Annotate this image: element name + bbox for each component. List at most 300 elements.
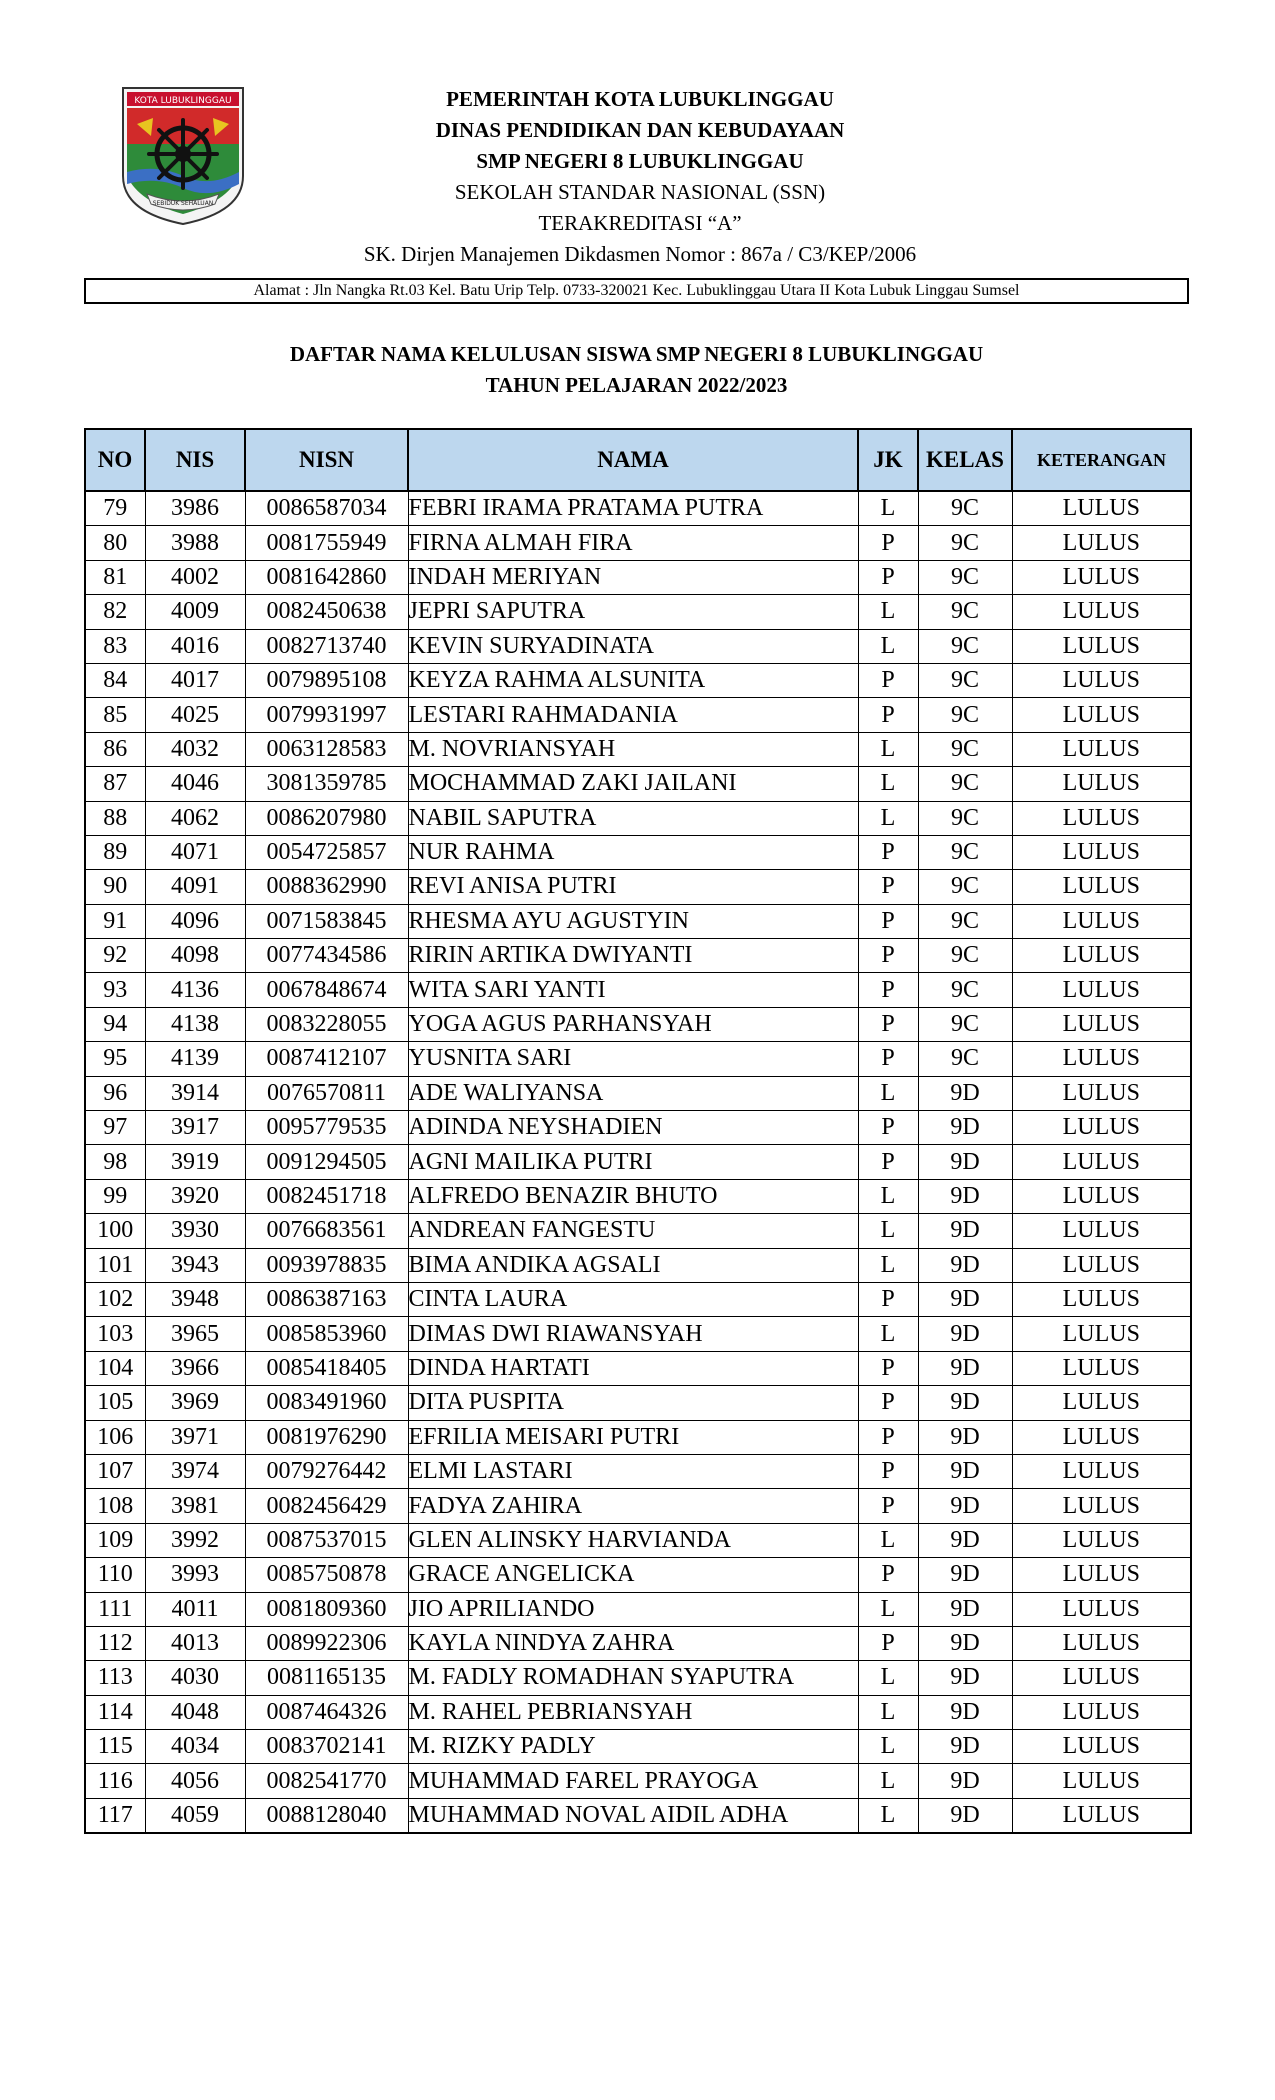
cell-no: 103 — [85, 1317, 145, 1351]
cell-kelas: 9C — [918, 1042, 1012, 1076]
table-row — [85, 1248, 1191, 1282]
cell-keterangan: LULUS — [1012, 560, 1191, 594]
cell-no: 80 — [85, 526, 145, 560]
header-kelas: KELAS — [918, 429, 1012, 491]
cell-nama: JEPRI SAPUTRA — [408, 595, 858, 629]
cell-kelas: 9D — [918, 1454, 1012, 1488]
cell-nis: 4025 — [145, 698, 245, 732]
cell-nisn: 0086587034 — [245, 491, 408, 526]
cell-kelas: 9D — [918, 1386, 1012, 1420]
cell-kelas: 9D — [918, 1661, 1012, 1695]
cell-nama: AGNI MAILIKA PUTRI — [408, 1145, 858, 1179]
cell-kelas: 9D — [918, 1695, 1012, 1729]
cell-keterangan: LULUS — [1012, 1111, 1191, 1145]
document-title — [84, 339, 1189, 401]
cell-kelas: 9D — [918, 1489, 1012, 1523]
cell-keterangan: LULUS — [1012, 1523, 1191, 1557]
table-row — [85, 835, 1191, 869]
cell-no: 101 — [85, 1248, 145, 1282]
cell-nis: 3919 — [145, 1145, 245, 1179]
cell-keterangan: LULUS — [1012, 1420, 1191, 1454]
table-row — [85, 801, 1191, 835]
school-name: SMP NEGERI 8 LUBUKLINGGAU — [476, 149, 804, 173]
cell-no: 105 — [85, 1386, 145, 1420]
cell-no: 107 — [85, 1454, 145, 1488]
cell-kelas: 9C — [918, 904, 1012, 938]
cell-jk: P — [858, 1042, 918, 1076]
cell-jk: P — [858, 1558, 918, 1592]
cell-keterangan: LULUS — [1012, 1007, 1191, 1041]
cell-keterangan: LULUS — [1012, 491, 1191, 526]
cell-nama: MUHAMMAD NOVAL AIDIL ADHA — [408, 1798, 858, 1833]
cell-kelas: 9D — [918, 1558, 1012, 1592]
cell-jk: L — [858, 767, 918, 801]
cell-nis: 3948 — [145, 1282, 245, 1316]
table-row — [85, 1007, 1191, 1041]
cell-jk: P — [858, 835, 918, 869]
cell-nis: 3986 — [145, 491, 245, 526]
cell-jk: P — [858, 1282, 918, 1316]
title-line-1: DAFTAR NAMA KELULUSAN SISWA SMP NEGERI 8 LUBUKLINGGAU — [289, 342, 984, 366]
cell-jk: P — [858, 870, 918, 904]
cell-jk: P — [858, 560, 918, 594]
cell-nama: MUHAMMAD FAREL PRAYOGA — [408, 1764, 858, 1798]
cell-no: 85 — [85, 698, 145, 732]
cell-jk: P — [858, 663, 918, 697]
cell-keterangan: LULUS — [1012, 663, 1191, 697]
cell-nama: M. FADLY ROMADHAN SYAPUTRA — [408, 1661, 858, 1695]
cell-nis: 3992 — [145, 1523, 245, 1557]
cell-kelas: 9C — [918, 560, 1012, 594]
table-row — [85, 1592, 1191, 1626]
cell-nis: 3974 — [145, 1454, 245, 1488]
cell-nama: EFRILIA MEISARI PUTRI — [408, 1420, 858, 1454]
cell-nama: CINTA LAURA — [408, 1282, 858, 1316]
cell-nama: REVI ANISA PUTRI — [408, 870, 858, 904]
table-row — [85, 595, 1191, 629]
table-row — [85, 1523, 1191, 1557]
cell-keterangan: LULUS — [1012, 1317, 1191, 1351]
cell-jk: P — [858, 1007, 918, 1041]
cell-nama: M. RAHEL PEBRIANSYAH — [408, 1695, 858, 1729]
cell-nisn: 0054725857 — [245, 835, 408, 869]
cell-keterangan: LULUS — [1012, 698, 1191, 732]
cell-kelas: 9C — [918, 698, 1012, 732]
cell-kelas: 9D — [918, 1523, 1012, 1557]
cell-jk: P — [858, 973, 918, 1007]
cell-nama: RHESMA AYU AGUSTYIN — [408, 904, 858, 938]
cell-keterangan: LULUS — [1012, 1145, 1191, 1179]
cell-nisn: 0088128040 — [245, 1798, 408, 1833]
cell-kelas: 9C — [918, 526, 1012, 560]
cell-jk: L — [858, 1523, 918, 1557]
table-row — [85, 1661, 1191, 1695]
cell-nisn: 0081165135 — [245, 1661, 408, 1695]
cell-no: 90 — [85, 870, 145, 904]
cell-jk: L — [858, 1214, 918, 1248]
table-row — [85, 1695, 1191, 1729]
cell-no: 87 — [85, 767, 145, 801]
cell-keterangan: LULUS — [1012, 1214, 1191, 1248]
cell-jk: L — [858, 1798, 918, 1833]
cell-kelas: 9D — [918, 1317, 1012, 1351]
cell-keterangan: LULUS — [1012, 1179, 1191, 1213]
cell-nama: WITA SARI YANTI — [408, 973, 858, 1007]
cell-no: 102 — [85, 1282, 145, 1316]
cell-nama: GLEN ALINSKY HARVIANDA — [408, 1523, 858, 1557]
cell-nama: KEVIN SURYADINATA — [408, 629, 858, 663]
cell-keterangan: LULUS — [1012, 1282, 1191, 1316]
cell-no: 81 — [85, 560, 145, 594]
cell-nisn: 0095779535 — [245, 1111, 408, 1145]
cell-nis: 4096 — [145, 904, 245, 938]
cell-nis: 4032 — [145, 732, 245, 766]
cell-keterangan: LULUS — [1012, 595, 1191, 629]
cell-keterangan: LULUS — [1012, 1454, 1191, 1488]
cell-nama: JIO APRILIANDO — [408, 1592, 858, 1626]
cell-kelas: 9D — [918, 1076, 1012, 1110]
department-name: DINAS PENDIDIKAN DAN KEBUDAYAAN — [435, 118, 845, 142]
cell-kelas: 9C — [918, 663, 1012, 697]
cell-no: 113 — [85, 1661, 145, 1695]
cell-nis: 4048 — [145, 1695, 245, 1729]
cell-jk: P — [858, 904, 918, 938]
cell-nama: FEBRI IRAMA PRATAMA PUTRA — [408, 491, 858, 526]
cell-nisn: 0089922306 — [245, 1626, 408, 1660]
cell-nisn: 0083702141 — [245, 1730, 408, 1764]
decree-number: SK. Dirjen Manajemen Dikdasmen Nomor : 867a / C3/KEP/2006 — [363, 242, 917, 266]
cell-jk: P — [858, 698, 918, 732]
cell-keterangan: LULUS — [1012, 904, 1191, 938]
cell-kelas: 9D — [918, 1420, 1012, 1454]
cell-kelas: 9D — [918, 1282, 1012, 1316]
cell-nama: DIMAS DWI RIAWANSYAH — [408, 1317, 858, 1351]
cell-kelas: 9D — [918, 1351, 1012, 1385]
cell-kelas: 9C — [918, 835, 1012, 869]
cell-nisn: 0081976290 — [245, 1420, 408, 1454]
cell-nisn: 0079276442 — [245, 1454, 408, 1488]
cell-nis: 3993 — [145, 1558, 245, 1592]
cell-nis: 4002 — [145, 560, 245, 594]
cell-keterangan: LULUS — [1012, 835, 1191, 869]
cell-no: 79 — [85, 491, 145, 526]
letterhead — [290, 84, 990, 270]
cell-nisn: 0076683561 — [245, 1214, 408, 1248]
cell-nisn: 0087537015 — [245, 1523, 408, 1557]
table-row — [85, 973, 1191, 1007]
cell-nama: BIMA ANDIKA AGSALI — [408, 1248, 858, 1282]
cell-kelas: 9C — [918, 1007, 1012, 1041]
government-name: PEMERINTAH KOTA LUBUKLINGGAU — [446, 87, 834, 111]
cell-nama: MOCHAMMAD ZAKI JAILANI — [408, 767, 858, 801]
cell-nama: NABIL SAPUTRA — [408, 801, 858, 835]
cell-nisn: 0079895108 — [245, 663, 408, 697]
cell-nama: GRACE ANGELICKA — [408, 1558, 858, 1592]
header-nama: NAMA — [408, 429, 858, 491]
cell-nisn: 0077434586 — [245, 939, 408, 973]
table-row — [85, 1145, 1191, 1179]
cell-kelas: 9D — [918, 1592, 1012, 1626]
cell-jk: P — [858, 939, 918, 973]
cell-jk: L — [858, 1317, 918, 1351]
table-row — [85, 767, 1191, 801]
table-row — [85, 560, 1191, 594]
cell-no: 82 — [85, 595, 145, 629]
cell-nisn: 0083228055 — [245, 1007, 408, 1041]
cell-kelas: 9C — [918, 767, 1012, 801]
cell-jk: P — [858, 1626, 918, 1660]
cell-jk: P — [858, 526, 918, 560]
cell-nisn: 0082541770 — [245, 1764, 408, 1798]
table-row — [85, 1730, 1191, 1764]
cell-nis: 4091 — [145, 870, 245, 904]
table-row — [85, 1076, 1191, 1110]
cell-nis: 4009 — [145, 595, 245, 629]
cell-no: 111 — [85, 1592, 145, 1626]
cell-nis: 4017 — [145, 663, 245, 697]
cell-no: 115 — [85, 1730, 145, 1764]
cell-nis: 4046 — [145, 767, 245, 801]
cell-no: 106 — [85, 1420, 145, 1454]
cell-nama: LESTARI RAHMADANIA — [408, 698, 858, 732]
cell-no: 117 — [85, 1798, 145, 1833]
cell-no: 114 — [85, 1695, 145, 1729]
table-row — [85, 629, 1191, 663]
svg-text:KOTA LUBUKLINGGAU: KOTA LUBUKLINGGAU — [134, 96, 232, 106]
cell-nama: DITA PUSPITA — [408, 1386, 858, 1420]
cell-no: 112 — [85, 1626, 145, 1660]
cell-keterangan: LULUS — [1012, 870, 1191, 904]
table-row — [85, 939, 1191, 973]
cell-kelas: 9D — [918, 1214, 1012, 1248]
cell-keterangan: LULUS — [1012, 1764, 1191, 1798]
cell-nisn: 0087412107 — [245, 1042, 408, 1076]
cell-jk: P — [858, 1386, 918, 1420]
table-body — [85, 491, 1191, 1833]
cell-kelas: 9C — [918, 629, 1012, 663]
cell-jk: L — [858, 801, 918, 835]
cell-no: 104 — [85, 1351, 145, 1385]
cell-no: 84 — [85, 663, 145, 697]
cell-nisn: 0081755949 — [245, 526, 408, 560]
cell-no: 116 — [85, 1764, 145, 1798]
cell-keterangan: LULUS — [1012, 801, 1191, 835]
cell-keterangan: LULUS — [1012, 1798, 1191, 1833]
cell-keterangan: LULUS — [1012, 1626, 1191, 1660]
cell-jk: L — [858, 1248, 918, 1282]
cell-keterangan: LULUS — [1012, 1558, 1191, 1592]
cell-nis: 4016 — [145, 629, 245, 663]
cell-keterangan: LULUS — [1012, 1042, 1191, 1076]
cell-nis: 4071 — [145, 835, 245, 869]
cell-nis: 3969 — [145, 1386, 245, 1420]
cell-jk: P — [858, 1111, 918, 1145]
cell-nisn: 0079931997 — [245, 698, 408, 732]
cell-keterangan: LULUS — [1012, 732, 1191, 766]
cell-jk: P — [858, 1489, 918, 1523]
cell-no: 108 — [85, 1489, 145, 1523]
cell-no: 83 — [85, 629, 145, 663]
cell-nis: 3920 — [145, 1179, 245, 1213]
table-row — [85, 1042, 1191, 1076]
cell-keterangan: LULUS — [1012, 1695, 1191, 1729]
cell-keterangan: LULUS — [1012, 1489, 1191, 1523]
cell-nama: ADINDA NEYSHADIEN — [408, 1111, 858, 1145]
table-row — [85, 1764, 1191, 1798]
cell-nama: YUSNITA SARI — [408, 1042, 858, 1076]
cell-no: 95 — [85, 1042, 145, 1076]
cell-nama: KAYLA NINDYA ZAHRA — [408, 1626, 858, 1660]
table-row — [85, 1317, 1191, 1351]
cell-jk: L — [858, 1764, 918, 1798]
cell-nis: 3981 — [145, 1489, 245, 1523]
cell-jk: L — [858, 629, 918, 663]
cell-nis: 4138 — [145, 1007, 245, 1041]
cell-keterangan: LULUS — [1012, 1248, 1191, 1282]
table-row — [85, 1454, 1191, 1488]
cell-nis: 4136 — [145, 973, 245, 1007]
cell-nis: 4059 — [145, 1798, 245, 1833]
cell-nisn: 0081642860 — [245, 560, 408, 594]
cell-keterangan: LULUS — [1012, 767, 1191, 801]
cell-no: 97 — [85, 1111, 145, 1145]
cell-nis: 4062 — [145, 801, 245, 835]
table-row — [85, 1386, 1191, 1420]
cell-nisn: 0082456429 — [245, 1489, 408, 1523]
cell-keterangan: LULUS — [1012, 939, 1191, 973]
svg-text:SEBIDUK SEHALUAN: SEBIDUK SEHALUAN — [152, 200, 214, 207]
header-jk: JK — [858, 429, 918, 491]
cell-no: 86 — [85, 732, 145, 766]
header-no: NO — [85, 429, 145, 491]
cell-kelas: 9D — [918, 1798, 1012, 1833]
cell-nisn: 0085750878 — [245, 1558, 408, 1592]
address-box: Alamat : Jln Nangka Rt.03 Kel. Batu Urip Telp. 0733-320021 Kec. Lubuklinggau Utara II Kota Lubuk Linggau Sumsel — [84, 278, 1189, 304]
cell-nama: FADYA ZAHIRA — [408, 1489, 858, 1523]
cell-kelas: 9C — [918, 491, 1012, 526]
cell-nama: NUR RAHMA — [408, 835, 858, 869]
cell-nisn: 0085418405 — [245, 1351, 408, 1385]
header-nisn: NISN — [245, 429, 408, 491]
table-header-row — [85, 429, 1191, 491]
table-row — [85, 732, 1191, 766]
table-row — [85, 870, 1191, 904]
cell-nama: ANDREAN FANGESTU — [408, 1214, 858, 1248]
cell-jk: L — [858, 1695, 918, 1729]
cell-kelas: 9C — [918, 801, 1012, 835]
cell-nama: YOGA AGUS PARHANSYAH — [408, 1007, 858, 1041]
cell-keterangan: LULUS — [1012, 1661, 1191, 1695]
cell-jk: L — [858, 732, 918, 766]
table-row — [85, 491, 1191, 526]
cell-nisn: 0082713740 — [245, 629, 408, 663]
cell-no: 88 — [85, 801, 145, 835]
cell-nama: M. NOVRIANSYAH — [408, 732, 858, 766]
cell-jk: L — [858, 1179, 918, 1213]
table-row — [85, 1558, 1191, 1592]
cell-nis: 4011 — [145, 1592, 245, 1626]
cell-nis: 4030 — [145, 1661, 245, 1695]
cell-no: 96 — [85, 1076, 145, 1110]
cell-no: 98 — [85, 1145, 145, 1179]
city-emblem-logo — [117, 84, 249, 226]
cell-nama: RIRIN ARTIKA DWIYANTI — [408, 939, 858, 973]
table-row — [85, 698, 1191, 732]
cell-jk: L — [858, 595, 918, 629]
cell-no: 93 — [85, 973, 145, 1007]
table-row — [85, 1214, 1191, 1248]
cell-nis: 3943 — [145, 1248, 245, 1282]
cell-jk: L — [858, 1730, 918, 1764]
cell-kelas: 9D — [918, 1626, 1012, 1660]
cell-no: 110 — [85, 1558, 145, 1592]
cell-nama: INDAH MERIYAN — [408, 560, 858, 594]
cell-nis: 3965 — [145, 1317, 245, 1351]
cell-keterangan: LULUS — [1012, 973, 1191, 1007]
graduation-table — [84, 428, 1192, 1834]
cell-jk: P — [858, 1420, 918, 1454]
cell-nama: KEYZA RAHMA ALSUNITA — [408, 663, 858, 697]
cell-kelas: 9C — [918, 973, 1012, 1007]
cell-no: 99 — [85, 1179, 145, 1213]
cell-jk: P — [858, 1351, 918, 1385]
cell-no: 100 — [85, 1214, 145, 1248]
table-row — [85, 1111, 1191, 1145]
cell-nis: 4034 — [145, 1730, 245, 1764]
cell-jk: L — [858, 491, 918, 526]
cell-kelas: 9D — [918, 1730, 1012, 1764]
cell-nisn: 0082451718 — [245, 1179, 408, 1213]
table-row — [85, 1626, 1191, 1660]
cell-nama: ADE WALIYANSA — [408, 1076, 858, 1110]
cell-nisn: 0088362990 — [245, 870, 408, 904]
cell-no: 92 — [85, 939, 145, 973]
cell-nis: 4139 — [145, 1042, 245, 1076]
cell-kelas: 9C — [918, 870, 1012, 904]
cell-nisn: 3081359785 — [245, 767, 408, 801]
table-row — [85, 663, 1191, 697]
cell-nama: M. RIZKY PADLY — [408, 1730, 858, 1764]
cell-no: 91 — [85, 904, 145, 938]
cell-kelas: 9D — [918, 1248, 1012, 1282]
cell-kelas: 9C — [918, 595, 1012, 629]
cell-nis: 4056 — [145, 1764, 245, 1798]
cell-nis: 4013 — [145, 1626, 245, 1660]
cell-nisn: 0083491960 — [245, 1386, 408, 1420]
school-standard: SEKOLAH STANDAR NASIONAL (SSN) — [454, 180, 826, 204]
cell-no: 94 — [85, 1007, 145, 1041]
cell-jk: L — [858, 1592, 918, 1626]
cell-nisn: 0091294505 — [245, 1145, 408, 1179]
table-row — [85, 1798, 1191, 1833]
cell-nis: 3914 — [145, 1076, 245, 1110]
cell-nisn: 0087464326 — [245, 1695, 408, 1729]
cell-nis: 3966 — [145, 1351, 245, 1385]
cell-kelas: 9C — [918, 732, 1012, 766]
table-row — [85, 904, 1191, 938]
table-row — [85, 526, 1191, 560]
header-keterangan: KETERANGAN — [1012, 429, 1191, 491]
cell-no: 89 — [85, 835, 145, 869]
cell-nama: ELMI LASTARI — [408, 1454, 858, 1488]
cell-nis: 3988 — [145, 526, 245, 560]
table-row — [85, 1489, 1191, 1523]
cell-nisn: 0082450638 — [245, 595, 408, 629]
cell-nis: 3930 — [145, 1214, 245, 1248]
cell-jk: L — [858, 1661, 918, 1695]
header-nis: NIS — [145, 429, 245, 491]
table-row — [85, 1420, 1191, 1454]
